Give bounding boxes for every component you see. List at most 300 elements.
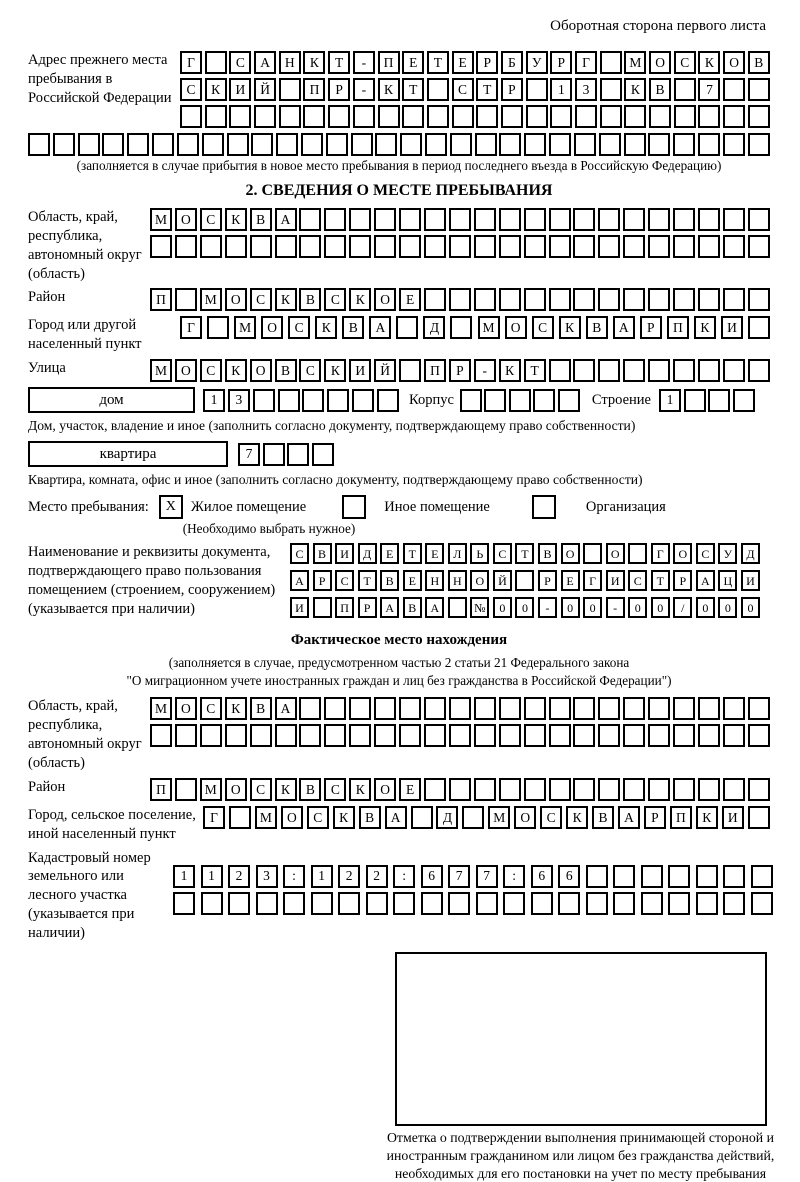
char-cell[interactable] (698, 778, 720, 801)
char-cell[interactable] (598, 359, 620, 382)
char-cell[interactable] (723, 865, 745, 888)
char-cell[interactable] (275, 724, 297, 747)
char-cell[interactable] (324, 235, 346, 258)
char-cell[interactable] (748, 806, 770, 829)
char-cell[interactable] (499, 778, 521, 801)
char-cell[interactable] (424, 288, 446, 311)
char-cell[interactable] (256, 892, 278, 915)
char-cell[interactable] (448, 892, 470, 915)
char-cell[interactable] (550, 105, 572, 128)
cadastral-row-1[interactable] (173, 865, 773, 888)
char-cell[interactable]: Й (254, 78, 276, 101)
char-cell[interactable]: О (250, 359, 272, 382)
char-cell[interactable]: М (200, 778, 222, 801)
char-cell[interactable]: П (335, 597, 354, 618)
char-cell[interactable] (598, 288, 620, 311)
actual-region-row-1[interactable] (150, 697, 770, 720)
char-cell[interactable]: С (335, 570, 354, 591)
char-cell[interactable] (598, 697, 620, 720)
char-cell[interactable] (399, 235, 421, 258)
char-cell[interactable] (751, 865, 773, 888)
char-cell[interactable] (427, 105, 449, 128)
char-cell[interactable]: С (250, 288, 272, 311)
char-cell[interactable] (583, 543, 602, 564)
char-cell[interactable]: 7 (238, 443, 260, 466)
char-cell[interactable]: С (532, 316, 554, 339)
char-cell[interactable] (533, 389, 555, 412)
char-cell[interactable]: 7 (698, 78, 720, 101)
char-cell[interactable] (600, 51, 622, 74)
char-cell[interactable] (748, 778, 770, 801)
char-cell[interactable] (648, 778, 670, 801)
char-cell[interactable]: Г (180, 316, 202, 339)
char-cell[interactable]: Е (561, 570, 580, 591)
char-cell[interactable] (684, 389, 706, 412)
char-cell[interactable]: К (333, 806, 355, 829)
char-cell[interactable]: Р (313, 570, 332, 591)
char-cell[interactable] (648, 697, 670, 720)
char-cell[interactable]: А (613, 316, 635, 339)
char-cell[interactable] (673, 288, 695, 311)
char-cell[interactable]: 0 (741, 597, 760, 618)
char-cell[interactable] (698, 208, 720, 231)
char-cell[interactable] (499, 133, 521, 156)
char-cell[interactable]: С (307, 806, 329, 829)
char-cell[interactable] (324, 724, 346, 747)
char-cell[interactable]: О (606, 543, 625, 564)
document-row-1[interactable] (290, 543, 760, 564)
char-cell[interactable]: С (674, 51, 696, 74)
char-cell[interactable]: 1 (659, 389, 681, 412)
char-cell[interactable]: О (175, 208, 197, 231)
char-cell[interactable] (225, 235, 247, 258)
char-cell[interactable] (751, 892, 773, 915)
char-cell[interactable]: Г (583, 570, 602, 591)
char-cell[interactable] (349, 235, 371, 258)
char-cell[interactable] (475, 133, 497, 156)
char-cell[interactable] (374, 724, 396, 747)
char-cell[interactable]: Е (402, 51, 424, 74)
char-cell[interactable] (424, 724, 446, 747)
char-cell[interactable]: П (670, 806, 692, 829)
char-cell[interactable]: П (424, 359, 446, 382)
char-cell[interactable]: К (205, 78, 227, 101)
char-cell[interactable]: О (561, 543, 580, 564)
char-cell[interactable] (623, 697, 645, 720)
char-cell[interactable]: М (255, 806, 277, 829)
char-cell[interactable] (499, 697, 521, 720)
char-cell[interactable] (276, 133, 298, 156)
char-cell[interactable]: 1 (201, 865, 223, 888)
char-cell[interactable]: О (225, 778, 247, 801)
char-cell[interactable] (723, 892, 745, 915)
char-cell[interactable]: О (225, 288, 247, 311)
char-cell[interactable]: Е (399, 778, 421, 801)
char-cell[interactable]: Е (403, 570, 422, 591)
char-cell[interactable] (102, 133, 124, 156)
char-cell[interactable] (524, 778, 546, 801)
char-cell[interactable]: А (618, 806, 640, 829)
char-cell[interactable] (449, 697, 471, 720)
city-row[interactable] (180, 316, 770, 339)
char-cell[interactable] (648, 235, 670, 258)
char-cell[interactable]: 2 (228, 865, 250, 888)
char-cell[interactable] (649, 105, 671, 128)
char-cell[interactable]: О (514, 806, 536, 829)
char-cell[interactable] (648, 208, 670, 231)
char-cell[interactable]: Г (180, 51, 202, 74)
char-cell[interactable] (526, 105, 548, 128)
actual-city-row[interactable] (203, 806, 770, 829)
char-cell[interactable] (302, 389, 324, 412)
char-cell[interactable] (375, 133, 397, 156)
char-cell[interactable] (28, 133, 50, 156)
char-cell[interactable]: О (175, 697, 197, 720)
char-cell[interactable] (374, 697, 396, 720)
char-cell[interactable]: В (538, 543, 557, 564)
char-cell[interactable] (499, 208, 521, 231)
char-cell[interactable] (531, 892, 553, 915)
char-cell[interactable] (449, 235, 471, 258)
char-cell[interactable] (312, 443, 334, 466)
char-cell[interactable] (723, 133, 745, 156)
char-cell[interactable]: С (180, 78, 202, 101)
char-cell[interactable]: Т (427, 51, 449, 74)
char-cell[interactable] (598, 208, 620, 231)
stay-checkbox-other-premises[interactable] (342, 495, 366, 519)
char-cell[interactable] (263, 443, 285, 466)
char-cell[interactable] (326, 133, 348, 156)
char-cell[interactable] (278, 389, 300, 412)
char-cell[interactable] (524, 724, 546, 747)
char-cell[interactable] (698, 697, 720, 720)
char-cell[interactable] (313, 597, 332, 618)
char-cell[interactable] (328, 105, 350, 128)
char-cell[interactable] (549, 208, 571, 231)
char-cell[interactable] (425, 133, 447, 156)
char-cell[interactable] (723, 208, 745, 231)
char-cell[interactable]: Е (425, 543, 444, 564)
char-cell[interactable]: С (540, 806, 562, 829)
char-cell[interactable] (476, 892, 498, 915)
char-cell[interactable]: П (667, 316, 689, 339)
char-cell[interactable] (299, 235, 321, 258)
char-cell[interactable]: С (200, 208, 222, 231)
char-cell[interactable]: В (250, 697, 272, 720)
char-cell[interactable]: М (478, 316, 500, 339)
char-cell[interactable] (474, 724, 496, 747)
char-cell[interactable] (205, 105, 227, 128)
char-cell[interactable]: Ь (470, 543, 489, 564)
char-cell[interactable] (524, 697, 546, 720)
char-cell[interactable]: Р (644, 806, 666, 829)
char-cell[interactable]: / (673, 597, 692, 618)
char-cell[interactable]: В (359, 806, 381, 829)
char-cell[interactable]: О (261, 316, 283, 339)
char-cell[interactable] (474, 208, 496, 231)
char-cell[interactable]: 2 (338, 865, 360, 888)
char-cell[interactable] (598, 778, 620, 801)
char-cell[interactable]: 0 (493, 597, 512, 618)
char-cell[interactable] (696, 865, 718, 888)
char-cell[interactable]: 1 (203, 389, 225, 412)
char-cell[interactable]: Е (380, 543, 399, 564)
char-cell[interactable] (250, 724, 272, 747)
char-cell[interactable] (723, 235, 745, 258)
char-cell[interactable] (400, 133, 422, 156)
char-cell[interactable]: В (275, 359, 297, 382)
char-cell[interactable] (299, 208, 321, 231)
char-cell[interactable] (648, 288, 670, 311)
char-cell[interactable] (150, 724, 172, 747)
char-cell[interactable] (327, 389, 349, 412)
char-cell[interactable] (393, 892, 415, 915)
char-cell[interactable] (673, 359, 695, 382)
char-cell[interactable] (628, 543, 647, 564)
char-cell[interactable]: И (741, 570, 760, 591)
cadastral-row-2[interactable] (173, 892, 773, 915)
char-cell[interactable] (201, 892, 223, 915)
char-cell[interactable]: 7 (476, 865, 498, 888)
char-cell[interactable] (674, 78, 696, 101)
char-cell[interactable] (733, 389, 755, 412)
prev-address-row-3[interactable] (180, 105, 770, 128)
char-cell[interactable]: К (225, 697, 247, 720)
char-cell[interactable] (748, 208, 770, 231)
char-cell[interactable]: Т (403, 543, 422, 564)
char-cell[interactable] (748, 724, 770, 747)
char-cell[interactable] (299, 724, 321, 747)
char-cell[interactable]: О (505, 316, 527, 339)
char-cell[interactable] (279, 78, 301, 101)
char-cell[interactable]: 0 (628, 597, 647, 618)
char-cell[interactable] (452, 105, 474, 128)
char-cell[interactable] (207, 316, 229, 339)
char-cell[interactable] (515, 570, 534, 591)
char-cell[interactable] (624, 105, 646, 128)
char-cell[interactable] (748, 133, 770, 156)
prev-address-row-4[interactable] (28, 133, 770, 156)
char-cell[interactable] (424, 778, 446, 801)
char-cell[interactable] (573, 697, 595, 720)
char-cell[interactable]: И (606, 570, 625, 591)
char-cell[interactable] (351, 133, 373, 156)
char-cell[interactable]: В (592, 806, 614, 829)
char-cell[interactable]: А (696, 570, 715, 591)
char-cell[interactable] (648, 724, 670, 747)
char-cell[interactable] (613, 865, 635, 888)
char-cell[interactable] (200, 724, 222, 747)
char-cell[interactable] (748, 78, 770, 101)
char-cell[interactable] (324, 697, 346, 720)
char-cell[interactable] (573, 778, 595, 801)
char-cell[interactable] (524, 208, 546, 231)
char-cell[interactable] (177, 133, 199, 156)
char-cell[interactable] (78, 133, 100, 156)
street-row[interactable] (150, 359, 770, 382)
char-cell[interactable]: А (254, 51, 276, 74)
char-cell[interactable]: В (299, 778, 321, 801)
char-cell[interactable]: 7 (448, 865, 470, 888)
char-cell[interactable] (573, 359, 595, 382)
char-cell[interactable]: Б (501, 51, 523, 74)
char-cell[interactable]: В (250, 208, 272, 231)
char-cell[interactable] (558, 892, 580, 915)
char-cell[interactable] (279, 105, 301, 128)
char-cell[interactable]: М (150, 208, 172, 231)
char-cell[interactable] (229, 806, 251, 829)
char-cell[interactable] (175, 778, 197, 801)
char-cell[interactable]: С (200, 697, 222, 720)
char-cell[interactable] (549, 724, 571, 747)
char-cell[interactable] (573, 724, 595, 747)
char-cell[interactable] (202, 133, 224, 156)
char-cell[interactable]: О (374, 288, 396, 311)
char-cell[interactable] (484, 389, 506, 412)
char-cell[interactable]: В (403, 597, 422, 618)
char-cell[interactable] (524, 288, 546, 311)
char-cell[interactable] (696, 892, 718, 915)
char-cell[interactable] (708, 389, 730, 412)
char-cell[interactable] (575, 105, 597, 128)
char-cell[interactable] (673, 235, 695, 258)
char-cell[interactable] (723, 724, 745, 747)
char-cell[interactable]: М (150, 697, 172, 720)
char-cell[interactable] (648, 133, 670, 156)
char-cell[interactable] (324, 208, 346, 231)
char-cell[interactable]: - (606, 597, 625, 618)
char-cell[interactable]: К (324, 359, 346, 382)
char-cell[interactable] (549, 235, 571, 258)
char-cell[interactable] (449, 288, 471, 311)
char-cell[interactable]: У (526, 51, 548, 74)
char-cell[interactable] (549, 359, 571, 382)
char-cell[interactable] (648, 359, 670, 382)
char-cell[interactable]: Р (358, 597, 377, 618)
char-cell[interactable]: С (229, 51, 251, 74)
char-cell[interactable]: С (628, 570, 647, 591)
char-cell[interactable] (175, 235, 197, 258)
char-cell[interactable] (411, 806, 433, 829)
char-cell[interactable] (641, 865, 663, 888)
char-cell[interactable]: 1 (173, 865, 195, 888)
char-cell[interactable]: Й (493, 570, 512, 591)
char-cell[interactable] (549, 697, 571, 720)
char-cell[interactable]: С (324, 778, 346, 801)
char-cell[interactable]: Р (550, 51, 572, 74)
char-cell[interactable] (748, 235, 770, 258)
char-cell[interactable]: : (283, 865, 305, 888)
char-cell[interactable] (229, 105, 251, 128)
char-cell[interactable] (352, 389, 374, 412)
char-cell[interactable] (748, 316, 770, 339)
char-cell[interactable] (674, 105, 696, 128)
actual-region-row-2[interactable] (150, 724, 770, 747)
char-cell[interactable]: - (474, 359, 496, 382)
char-cell[interactable] (748, 105, 770, 128)
char-cell[interactable] (524, 235, 546, 258)
char-cell[interactable]: Г (651, 543, 670, 564)
char-cell[interactable] (353, 105, 375, 128)
char-cell[interactable] (509, 389, 531, 412)
char-cell[interactable]: С (299, 359, 321, 382)
char-cell[interactable] (450, 133, 472, 156)
char-cell[interactable] (301, 133, 323, 156)
char-cell[interactable] (623, 778, 645, 801)
char-cell[interactable] (673, 697, 695, 720)
char-cell[interactable] (524, 133, 546, 156)
document-row-3[interactable] (290, 597, 760, 618)
char-cell[interactable] (623, 724, 645, 747)
char-cell[interactable]: К (378, 78, 400, 101)
char-cell[interactable]: 6 (558, 865, 580, 888)
char-cell[interactable]: П (150, 778, 172, 801)
char-cell[interactable]: Р (538, 570, 557, 591)
char-cell[interactable] (377, 389, 399, 412)
char-cell[interactable]: К (566, 806, 588, 829)
char-cell[interactable]: К (303, 51, 325, 74)
char-cell[interactable] (623, 235, 645, 258)
char-cell[interactable] (173, 892, 195, 915)
char-cell[interactable]: И (290, 597, 309, 618)
char-cell[interactable] (698, 359, 720, 382)
char-cell[interactable] (574, 133, 596, 156)
char-cell[interactable]: Р (640, 316, 662, 339)
char-cell[interactable] (366, 892, 388, 915)
char-cell[interactable] (499, 288, 521, 311)
char-cell[interactable]: К (315, 316, 337, 339)
char-cell[interactable] (668, 865, 690, 888)
char-cell[interactable]: 6 (531, 865, 553, 888)
char-cell[interactable]: Л (448, 543, 467, 564)
char-cell[interactable] (460, 389, 482, 412)
char-cell[interactable] (499, 235, 521, 258)
char-cell[interactable]: 1 (550, 78, 572, 101)
char-cell[interactable] (152, 133, 174, 156)
char-cell[interactable]: 3 (228, 389, 250, 412)
char-cell[interactable]: С (324, 288, 346, 311)
char-cell[interactable]: Т (328, 51, 350, 74)
char-cell[interactable] (668, 892, 690, 915)
char-cell[interactable] (598, 724, 620, 747)
char-cell[interactable]: О (374, 778, 396, 801)
char-cell[interactable] (402, 105, 424, 128)
char-cell[interactable]: Т (402, 78, 424, 101)
char-cell[interactable] (251, 133, 273, 156)
char-cell[interactable]: Г (575, 51, 597, 74)
char-cell[interactable] (254, 105, 276, 128)
char-cell[interactable] (449, 208, 471, 231)
char-cell[interactable]: К (696, 806, 718, 829)
char-cell[interactable]: В (586, 316, 608, 339)
char-cell[interactable] (474, 697, 496, 720)
char-cell[interactable]: А (425, 597, 444, 618)
apartment-row[interactable] (238, 443, 334, 466)
char-cell[interactable] (526, 78, 548, 101)
char-cell[interactable]: Д (741, 543, 760, 564)
char-cell[interactable] (449, 724, 471, 747)
char-cell[interactable] (723, 78, 745, 101)
char-cell[interactable] (448, 597, 467, 618)
char-cell[interactable]: М (234, 316, 256, 339)
char-cell[interactable]: С (493, 543, 512, 564)
char-cell[interactable]: О (175, 359, 197, 382)
char-cell[interactable]: А (275, 697, 297, 720)
char-cell[interactable]: И (335, 543, 354, 564)
char-cell[interactable] (275, 235, 297, 258)
char-cell[interactable]: К (698, 51, 720, 74)
char-cell[interactable]: Р (476, 51, 498, 74)
